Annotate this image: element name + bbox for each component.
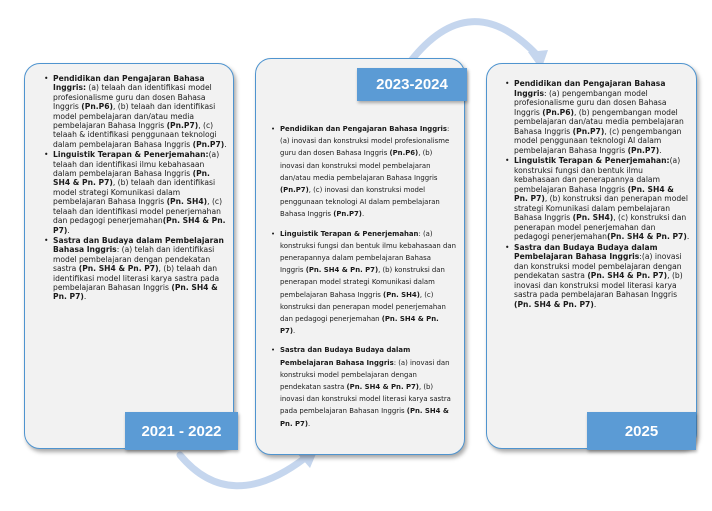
topic-title: Sastra dan Budaya Budaya dalam Pembelajaran Bahasa Inggris	[514, 242, 658, 261]
topic-text: .	[293, 327, 296, 336]
topic-ref: (Pn. SH4 & Pn. P7)	[53, 282, 218, 302]
topic-text: , (b) telaah dan identifikasi model pembelajaran dan/atau media pembelajaran Bahasa Inggris	[53, 102, 216, 131]
topic-ref: (Pn. SH4 & Pn. P7)	[280, 315, 439, 336]
topic-text: , (b) konstruksi dan penerapan model strategi Komunikasi dalam pembelajaran Bahasa Inggris	[280, 266, 445, 299]
topic-text: , (c) telaah & identifikasi penggunaan teknologi dalam pembelajaran Bahasa Inggris	[53, 121, 217, 149]
topic-text: : (a) konstruksi fungsi dan bentuk ilmu kebahasaan dan penerapannya dalam pembelajaran Bahasa Inggris	[280, 229, 456, 275]
topic-item	[53, 236, 227, 302]
topic-text: .	[83, 292, 87, 302]
topic-ref: (Pn.P7)	[280, 186, 309, 195]
topic-title: Linguistik Terapan & Penerjemahan:	[514, 156, 670, 165]
topic-text: .	[659, 145, 662, 155]
topic-text: .	[593, 299, 597, 309]
topic-text: , (c) konstruksi dan penerapan model penerjemahan dan pedagogi penerjemahan	[514, 213, 687, 241]
topic-text: , (c) konstruksi dan penerapan model penerjemahan dan pedagogi penerjemahan	[280, 290, 446, 324]
topic-text: , (b) inovasi dan konstruksi model literasi karya sastra pada pembelajaran Bahasan Inggris	[280, 383, 451, 416]
topic-item	[53, 150, 227, 235]
topic-ref: (Pn.P7)	[192, 139, 225, 149]
topic-text: (a) konstruksi fungsi dan bentuk ilmu kebahasaan dan penerapannya dalam pembelajaran Bahasa Inggris	[514, 156, 681, 194]
topic-ref: (Pn.P7)	[627, 145, 660, 155]
year-label-2025: 2025	[587, 412, 696, 450]
topic-ref: (Pn. SH4 & Pn. P7)	[607, 232, 687, 241]
topic-ref: (Pn.P6)	[542, 107, 574, 117]
topic-item	[514, 79, 690, 155]
topic-item	[514, 243, 690, 310]
topic-item	[280, 228, 456, 338]
topic-ref: (Pn.P7)	[572, 126, 605, 136]
topic-text: : (a) inovasi dan konstruksi model pembelajaran dengan pendekatan sastra	[280, 358, 450, 392]
topic-title: Linguistik Terapan & Penerjemahan	[280, 229, 419, 238]
topic-ref: (Pn. SH4)	[166, 197, 208, 207]
topic-text: :(a) inovasi dan konstruksi model pembelajaran dengan pendekatan sastra	[514, 252, 682, 280]
topic-text: , (b) telaah dan identifikasi model literasi karya sastra pada pembelajaran Bahasan Inggris	[53, 264, 220, 292]
topic-ref: (Pn.P7)	[166, 121, 199, 131]
topic-item	[280, 123, 456, 221]
topic-text: , (c) pengembangan model penggunaan teknologi AI dalam pembelajaran Bahasa Inggris	[514, 126, 682, 155]
topic-text: , (b) inovasi dan konstruksi model pembelajaran dan/atau media pembelajaran Bahasa Inggris	[280, 149, 438, 182]
topic-title: Sastra dan Budaya Budaya dalam Pembelajaran Bahasa Inggris	[280, 346, 411, 367]
topic-text: .	[307, 419, 311, 428]
topic-ref: (Pn. SH4 & Pn. P7)	[78, 264, 159, 274]
topic-ref: (Pn. SH4 & Pn. P7)	[305, 266, 379, 275]
topic-title: Pendidikan dan Pengajaran Bahasa Inggris	[280, 125, 448, 133]
topic-text: .	[686, 232, 690, 241]
topic-ref: (Pn. SH4 & Pn. P7)	[587, 271, 668, 280]
topic-ref: (Pn. SH4 & Pn. P7)	[514, 184, 674, 203]
topic-ref: (Pn.P7)	[333, 210, 362, 219]
topic-title: Linguistik Terapan & Penerjemahan:	[53, 150, 209, 160]
topic-text: .	[224, 139, 227, 149]
topic-ref: (Pn. SH4 & Pn. P7)	[346, 383, 419, 392]
topic-text: , (c) telaah dan identifikasi model penerjemahan dan pedagogi penerjemahan	[53, 197, 223, 226]
period-card-2025	[486, 63, 697, 449]
topic-text: , (b) konstruksi dan penerapan model strategi Komunikasi dalam pembelajaran Bahasa Inggris	[514, 194, 688, 222]
year-label-2023-2024: 2023-2024	[357, 68, 467, 101]
topic-text: , (b) pengembangan model pembelajaran dan/atau media pembelajaran Bahasa Inggris	[514, 107, 684, 136]
topic-text: , (b) inovasi dan konstruksi model literasi karya sastra pada pembelajaran Bahasan Inggris	[514, 271, 683, 299]
period-card-2021-2022	[24, 63, 234, 449]
topic-title: Pendidikan dan Pengajaran Bahasa Inggris	[514, 79, 666, 98]
arrow-2024-to-2025	[410, 22, 537, 62]
topic-ref: (Pn. SH4 & Pn. P7)	[53, 169, 210, 188]
topic-text: (a) telaah dan identifikasi model profesionalisme guru dan dosen Bahasa Inggris	[53, 83, 212, 112]
topic-title: Pendidikan dan Pengajaran Bahasa Inggris:	[53, 74, 205, 93]
topic-ref: (Pn. SH4)	[572, 213, 614, 222]
topic-text: , (b) telaah dan identifikasi model strategi Komunikasi dalam pembelajaran Bahasa Inggris	[53, 178, 216, 207]
topic-item	[53, 74, 227, 149]
topic-ref: (Pn. SH4 & Pn. P7)	[53, 216, 226, 235]
year-label-2021-2022: 2021 - 2022	[125, 412, 238, 450]
topic-list	[266, 123, 456, 430]
topic-list	[500, 79, 690, 309]
topic-ref: (Pn. SH4 & Pn. P7)	[514, 299, 594, 309]
topic-text: (a) telaah dan identifikasi ilmu kebahasaan dalam pembelajaran Bahasa Inggris	[53, 150, 220, 179]
period-card-2023-2024	[255, 58, 465, 455]
topic-item	[280, 344, 456, 429]
topic-text: .	[67, 225, 70, 235]
topic-text: : (a) inovasi dan konstruksi model profesionalisme guru dan dosen Bahasa Inggris	[280, 125, 450, 158]
topic-ref: (Pn. SH4 & Pn. P7)	[280, 407, 449, 428]
arrow-2022-to-2024	[180, 455, 305, 486]
topic-ref: (Pn.P6)	[389, 149, 419, 158]
topic-text: : (a) telah dan identifikasi model pembelajaran dengan pendekatan sastra	[53, 245, 215, 274]
topic-ref: (Pn. SH4)	[383, 290, 420, 299]
topic-list	[39, 74, 227, 302]
topic-text: , (c) inovasi dan konstruksi model penggunaan teknologi AI dalam pembelajaran Bahasa Inggris	[280, 186, 440, 219]
topic-text: : (a) pengembangan model profesionalisme guru dan dosen Bahasa Inggris	[514, 88, 667, 117]
topic-title: Sastra dan Budaya dalam Pembelajaran Bahasa Inggris	[53, 235, 224, 255]
topic-ref: (Pn.P6)	[81, 102, 113, 112]
topic-item	[514, 156, 690, 242]
topic-text: .	[361, 210, 365, 219]
